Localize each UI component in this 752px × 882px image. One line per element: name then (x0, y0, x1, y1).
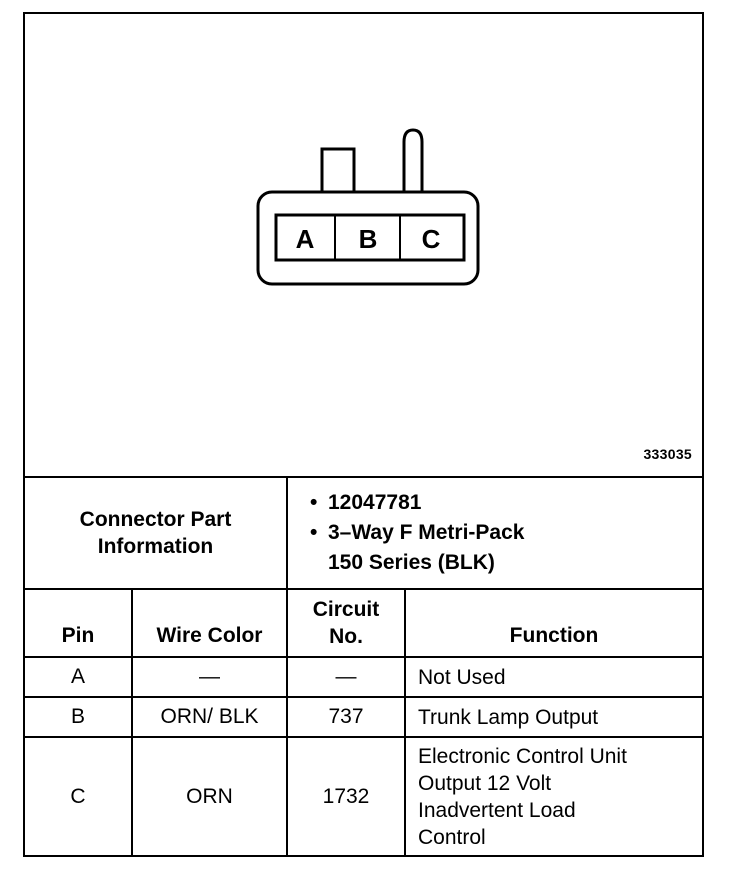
circuit-cell: — (287, 657, 405, 697)
wire-color-cell: — (132, 657, 287, 697)
function-line: Inadvertent Load (418, 798, 576, 822)
function-line: Output 12 Volt (418, 771, 552, 795)
connector-frame (23, 12, 704, 857)
col-header-circuit (287, 589, 405, 657)
function-line: Not Used (418, 665, 506, 689)
part-info-details (287, 477, 702, 589)
part-description-line1: 3–Way F Metri-Pack (328, 521, 525, 544)
part-description-line2: 150 Series (BLK) (328, 551, 495, 574)
col-header-circuit-line2: No. (329, 625, 363, 648)
pin-label-b: B (358, 224, 378, 254)
connector-lock-tab (322, 149, 354, 195)
pin-cell: C (25, 737, 132, 855)
wire-color-cell: ORN/ BLK (132, 697, 287, 737)
connector-post (404, 130, 422, 195)
part-info-label-line2: Information (97, 535, 214, 558)
part-number: 12047781 (328, 491, 422, 514)
connector-diagram (25, 14, 702, 476)
part-info-label-line1: Connector Part (79, 508, 232, 531)
col-header-function: Function (405, 589, 702, 657)
table-row (25, 737, 702, 855)
connector-illustration (25, 14, 702, 476)
function-line: Electronic Control Unit (418, 744, 627, 768)
pin-label-a: A (295, 224, 315, 254)
function-cell (405, 697, 702, 737)
table-row (25, 697, 702, 737)
connector-info-table (25, 476, 702, 855)
part-info-row (25, 477, 702, 589)
circuit-cell: 737 (287, 697, 405, 737)
function-line: Control (418, 825, 486, 849)
col-header-pin: Pin (25, 589, 132, 657)
pin-cell: A (25, 657, 132, 697)
col-header-circuit-line1: Circuit (312, 598, 380, 621)
part-description-item: • 3–Way F Metri-Pack (310, 521, 525, 544)
function-line: Trunk Lamp Output (418, 705, 599, 729)
pin-label-c: C (421, 224, 441, 254)
wire-color-cell: ORN (132, 737, 287, 855)
column-header-row (25, 589, 702, 657)
part-number-item: • 12047781 (310, 491, 422, 514)
table-row (25, 657, 702, 697)
part-description-item-cont (328, 548, 702, 578)
part-info-label (25, 477, 287, 589)
pin-cell: B (25, 697, 132, 737)
function-cell (405, 737, 702, 855)
function-cell (405, 657, 702, 697)
col-header-wire-color: Wire Color (132, 589, 287, 657)
figure-number: 333035 (643, 446, 692, 462)
circuit-cell: 1732 (287, 737, 405, 855)
